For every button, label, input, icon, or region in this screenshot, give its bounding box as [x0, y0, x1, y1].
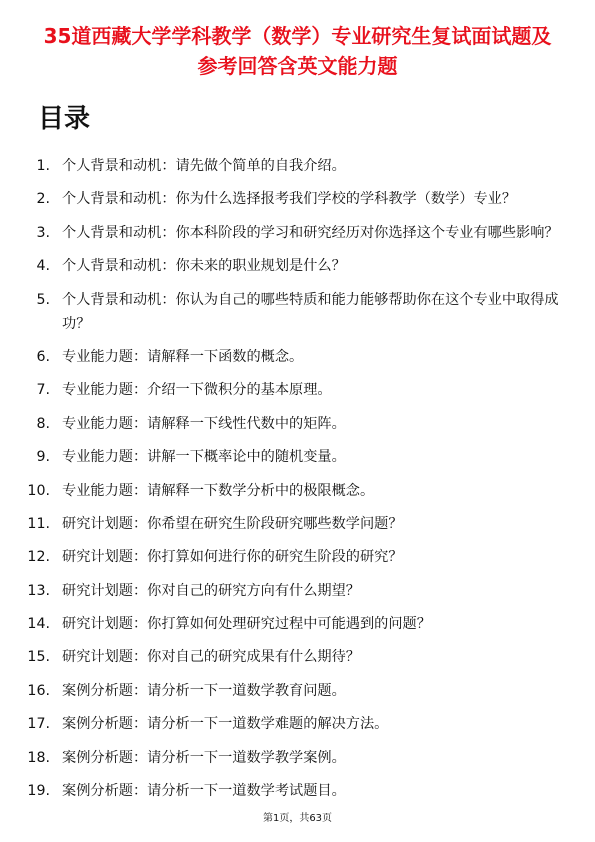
page-footer: 第1页，共63页: [262, 813, 333, 824]
toc-item-text: 专业能力题：请解释一下函数的概念。: [62, 348, 304, 365]
document-title: 35道西藏大学学科教学（数学）专业研究生复试面试题及参考回答含英文能力题: [43, 24, 552, 78]
toc-item-number: 11.: [27, 515, 50, 532]
toc-item-number: 17.: [27, 716, 50, 733]
toc-item-text: 个人背景和动机：你认为自己的哪些特质和能力能够帮助你在这个专业中取得成功？: [62, 291, 559, 332]
table-of-contents: [0, 154, 595, 812]
toc-item-number: 2.: [36, 191, 50, 208]
toc-item-number: 16.: [27, 682, 50, 699]
toc-item-text: 个人背景和动机：请先做个简单的自我介绍。: [62, 158, 346, 174]
toc-item-number: 12.: [27, 549, 50, 566]
toc-item-number: 18.: [27, 749, 50, 766]
toc-item-number: 5.: [36, 291, 50, 308]
toc-item-text: 专业能力题：请解释一下数学分析中的极限概念。: [62, 482, 375, 499]
toc-item[interactable]: [0, 779, 595, 803]
toc-item-text: 个人背景和动机：你未来的职业规划是什么？: [62, 258, 346, 275]
toc-item[interactable]: [0, 288, 595, 336]
toc-item-text: 研究计划题：你打算如何处理研究过程中可能遇到的问题？: [62, 616, 431, 633]
toc-item-text: 个人背景和动机：你为什么选择报考我们学校的学科教学（数学）专业？: [62, 191, 517, 208]
toc-item-number: 9.: [36, 449, 50, 466]
toc-item-text: 案例分析题：请分析一下一道数学教育问题。: [62, 682, 346, 699]
toc-item-text: 专业能力题：讲解一下概率论中的随机变量。: [62, 449, 346, 466]
toc-item-text: 研究计划题：你对自己的研究成果有什么期待？: [62, 649, 360, 666]
toc-item[interactable]: [0, 512, 595, 536]
toc-item-number: 6.: [36, 348, 50, 365]
toc-item-number: 1.: [36, 158, 50, 174]
toc-item-number: 13.: [27, 582, 50, 599]
toc-item[interactable]: [0, 746, 595, 770]
toc-item-text: 研究计划题：你打算如何进行你的研究生阶段的研究？: [62, 549, 403, 566]
toc-item[interactable]: [0, 412, 595, 436]
toc-item-number: 15.: [27, 649, 50, 666]
toc-item[interactable]: [0, 612, 595, 636]
toc-item-text: 专业能力题：介绍一下微积分的基本原理。: [62, 382, 332, 399]
toc-item-number: 3.: [36, 224, 50, 241]
toc-item[interactable]: [0, 479, 595, 503]
toc-item[interactable]: [0, 445, 595, 469]
toc-item-text: 案例分析题：请分析一下一道数学教学案例。: [62, 749, 346, 766]
toc-item-text: 案例分析题：请分析一下一道数学难题的解决方法。: [62, 716, 389, 733]
toc-item[interactable]: [0, 545, 595, 569]
toc-item-text: 个人背景和动机：你本科阶段的学习和研究经历对你选择这个专业有哪些影响？: [62, 224, 559, 241]
toc-item[interactable]: [0, 221, 595, 245]
toc-item-number: 14.: [27, 616, 50, 633]
toc-item[interactable]: [0, 345, 595, 369]
toc-item-text: 研究计划题：你对自己的研究方向有什么期望？: [62, 582, 360, 599]
toc-item-text: 研究计划题：你希望在研究生阶段研究哪些数学问题？: [62, 515, 403, 532]
toc-item-number: 8.: [36, 415, 50, 432]
toc-item-text: 专业能力题：请解释一下线性代数中的矩阵。: [62, 415, 346, 432]
toc-item[interactable]: [0, 378, 595, 402]
toc-item[interactable]: [0, 679, 595, 703]
toc-item-number: 19.: [27, 783, 50, 800]
toc-item[interactable]: [0, 154, 595, 178]
toc-heading: 目录: [38, 104, 91, 134]
toc-item-number: 7.: [36, 382, 50, 399]
toc-item[interactable]: [0, 579, 595, 603]
toc-item-number: 10.: [27, 482, 50, 499]
toc-item[interactable]: [0, 254, 595, 278]
toc-item[interactable]: [0, 187, 595, 211]
toc-item-number: 4.: [36, 258, 50, 275]
toc-item-text: 案例分析题：请分析一下一道数学考试题目。: [62, 783, 346, 800]
toc-item[interactable]: [0, 645, 595, 669]
toc-item[interactable]: [0, 712, 595, 736]
